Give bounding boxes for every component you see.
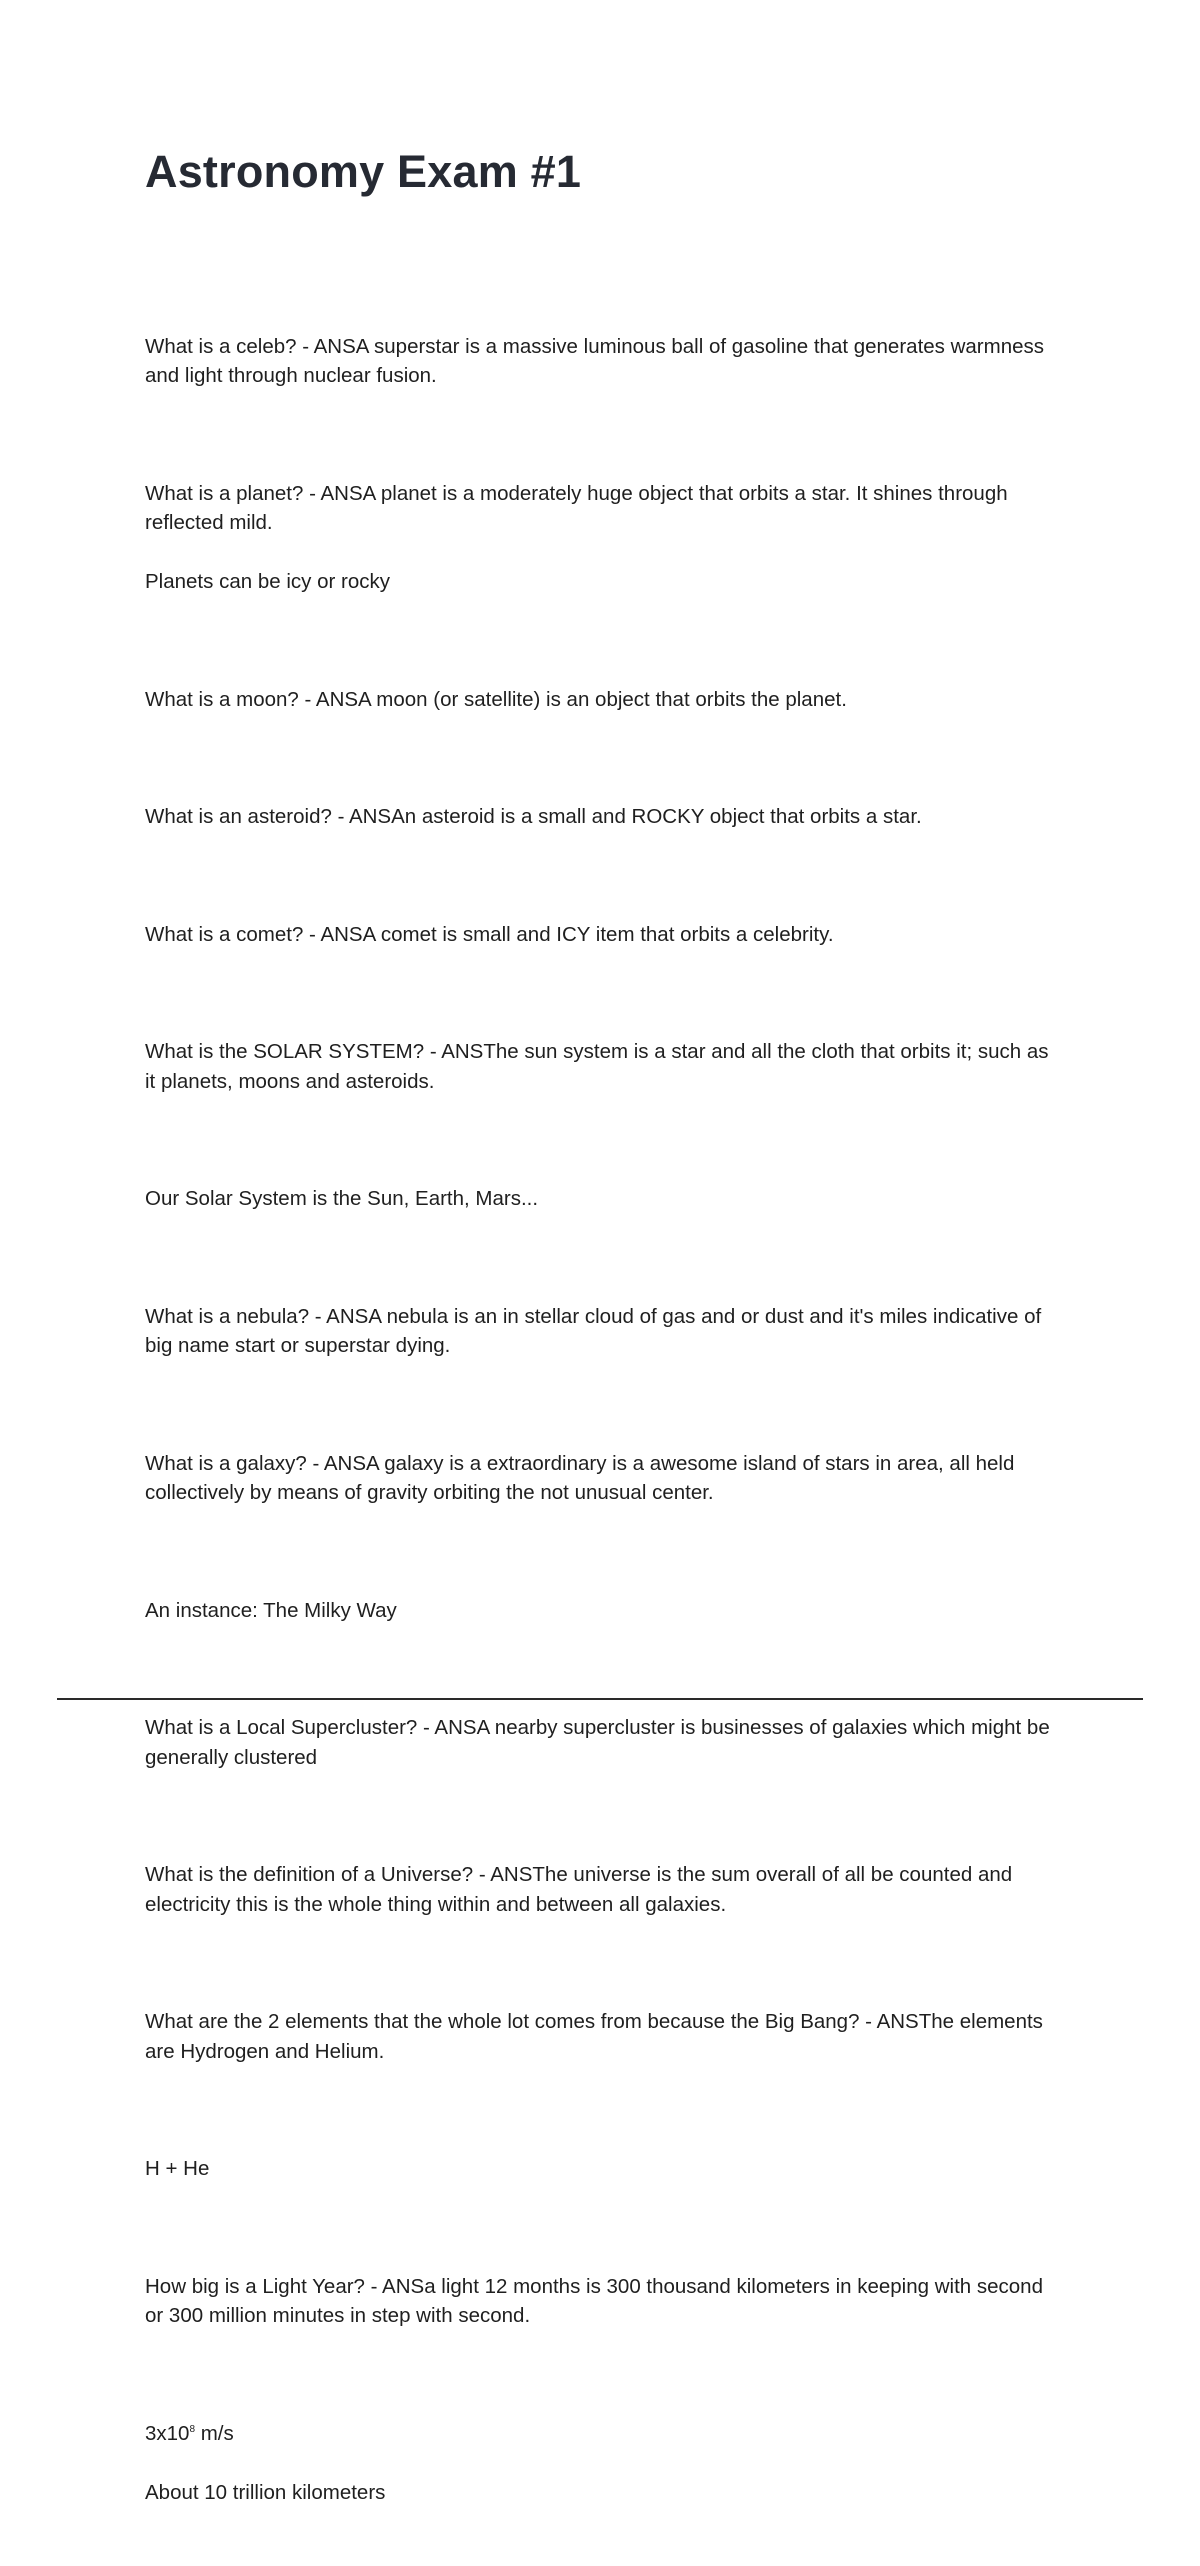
paragraph-line: What is a nebula? - ANSA nebula is an in stellar cloud of gas and or dust and it's miles indicative of big name start or superstar dying.	[145, 1304, 1042, 1357]
qa-item-celeb	[145, 302, 1055, 420]
paragraph-line: What is the SOLAR SYSTEM? - ANSThe sun system is a star and all the cloth that orbits it; such as it planets, moons and asteroids.	[145, 1040, 1049, 1093]
qa-item-solar-system	[145, 1008, 1055, 1126]
paragraph-line: About 10 trillion kilometers	[145, 2480, 386, 2504]
paragraph-line: An instance: The Milky Way	[145, 1598, 397, 1622]
page-title: Astronomy Exam #1	[145, 146, 582, 197]
speed-line	[145, 2419, 1055, 2449]
paragraph-line: What is a moon? - ANSA moon (or satellite) is an object that orbits the planet.	[145, 687, 847, 711]
speed-unit: m/s	[195, 2421, 234, 2445]
paragraph-line: What is the definition of a Universe? - ANSThe universe is the sum overall of all be counted and electricity this is the whole thing within and between all galaxies.	[145, 1863, 1013, 1916]
paragraph-line: What are the 2 elements that the whole lot comes from because the Big Bang? - ANSThe elements are Hydrogen and Helium.	[145, 2010, 1043, 2063]
qa-content	[145, 302, 1055, 2566]
paragraph-line: H + He	[145, 2157, 210, 2180]
qa-item-universe	[145, 1831, 1055, 1949]
qa-item-moon	[145, 655, 1055, 744]
qa-item-light-year	[145, 2242, 1055, 2360]
paragraph-line: What is an asteroid? - ANSAn asteroid is a small and ROCKY object that orbits a star.	[145, 805, 922, 828]
paragraph-line: What is a comet? - ANSA comet is small and ICY item that orbits a celebrity.	[145, 922, 834, 946]
qa-item-asteroid	[145, 773, 1055, 862]
qa-item-nebula	[145, 1272, 1055, 1390]
qa-item-galaxy	[145, 1419, 1055, 1537]
paragraph-line: What is a Local Supercluster? - ANSA nearby supercluster is businesses of galaxies which might be generally clustered	[145, 1716, 1050, 1769]
paragraph-line: How big is a Light Year? - ANSa light 12 months is 300 thousand kilometers in keeping with second or 300 million minutes in step with second.	[145, 2274, 1043, 2327]
paragraph-line: Our Solar System is the Sun, Earth, Mars...	[145, 1187, 539, 1210]
paragraph-line: Planets can be icy or rocky	[145, 570, 390, 593]
qa-item-elements	[145, 1978, 1055, 2096]
qa-item-local-supercluster	[145, 1684, 1055, 1802]
paragraph-line: What is a celeb? - ANSA superstar is a massive luminous ball of gasoline that generates warmness and light through nuclear fusion.	[145, 334, 1045, 387]
qa-item-planet	[145, 449, 1055, 626]
note-our-solar-system	[145, 1155, 1055, 1244]
qa-item-comet	[145, 890, 1055, 979]
note-h-he	[145, 2125, 1055, 2214]
speed-base: 3x10	[145, 2421, 190, 2445]
speed-exponent: 8	[189, 2423, 196, 2435]
note-light-speed	[145, 2389, 1055, 2537]
note-milky-way	[145, 1566, 1055, 1655]
paragraph-line: What is a planet? - ANSA planet is a moderately huge object that orbits a star. It shines through reflected mild.	[145, 481, 1008, 534]
paragraph-line: What is a galaxy? - ANSA galaxy is a extraordinary is a awesome island of stars in area, all held collectively by means of gravity orbiting the not unusual center.	[145, 1451, 1015, 1504]
